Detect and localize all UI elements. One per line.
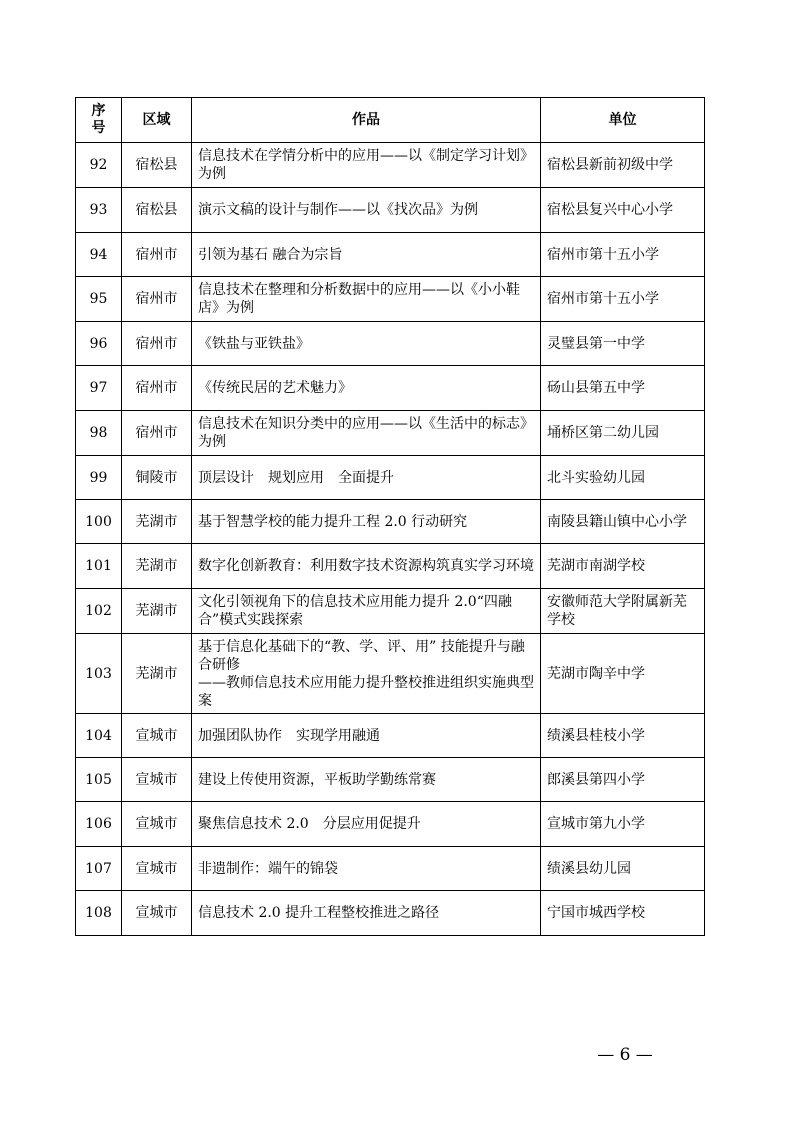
cell-work-title: 聚焦信息技术 2.0 分层应用促提升 (192, 802, 541, 847)
cell-region: 宿州市 (122, 277, 192, 322)
cell-region: 芜湖市 (122, 500, 192, 544)
cell-region: 芜湖市 (122, 589, 192, 634)
cell-region: 芜湖市 (122, 544, 192, 589)
cell-serial-number: 103 (76, 634, 122, 714)
cell-region: 宣城市 (122, 891, 192, 936)
cell-work-title: 信息技术 2.0 提升工程整校推进之路径 (192, 891, 541, 936)
cell-serial-number: 107 (76, 847, 122, 891)
table-row (76, 366, 705, 411)
cell-unit: 南陵县籍山镇中心小学 (541, 500, 705, 544)
cell-serial-number: 100 (76, 500, 122, 544)
cell-unit: 灵璧县第一中学 (541, 322, 705, 366)
cell-unit: 芜湖市南湖学校 (541, 544, 705, 589)
cell-region: 宣城市 (122, 802, 192, 847)
cell-unit: 宁国市城西学校 (541, 891, 705, 936)
cell-serial-number: 93 (76, 188, 122, 233)
cell-region: 宿松县 (122, 188, 192, 233)
cell-serial-number: 105 (76, 758, 122, 802)
cell-work-title: 文化引领视角下的信息技术应用能力提升 2.0“四融合”模式实践探索 (192, 589, 541, 634)
cell-unit: 绩溪县幼儿园 (541, 847, 705, 891)
cell-work-title: 非遗制作：端午的锦袋 (192, 847, 541, 891)
cell-region: 宣城市 (122, 758, 192, 802)
cell-work-title: 信息技术在学情分析中的应用——以《制定学习计划》为例 (192, 143, 541, 188)
table-row (76, 891, 705, 936)
cell-work-title: 信息技术在整理和分析数据中的应用——以《小小鞋店》为例 (192, 277, 541, 322)
table-row (76, 411, 705, 456)
table-row (76, 847, 705, 891)
cell-work-title: 引领为基石 融合为宗旨 (192, 233, 541, 277)
table-row (76, 277, 705, 322)
cell-work-title: 《传统民居的艺术魅力》 (192, 366, 541, 411)
award-list-table (75, 97, 705, 936)
cell-unit: 宿州市第十五小学 (541, 233, 705, 277)
table-row (76, 500, 705, 544)
cell-unit: 郎溪县第四小学 (541, 758, 705, 802)
table-row (76, 322, 705, 366)
cell-region: 宿州市 (122, 411, 192, 456)
cell-serial-number: 102 (76, 589, 122, 634)
cell-serial-number: 98 (76, 411, 122, 456)
cell-region: 宿州市 (122, 233, 192, 277)
cell-region: 宣城市 (122, 714, 192, 758)
cell-work-title: 建设上传使用资源，平板助学勤练常赛 (192, 758, 541, 802)
cell-region: 铜陵市 (122, 456, 192, 500)
table-row (76, 143, 705, 188)
cell-serial-number: 96 (76, 322, 122, 366)
cell-unit: 芜湖市陶辛中学 (541, 634, 705, 714)
cell-work-title: 顶层设计 规划应用 全面提升 (192, 456, 541, 500)
cell-work-title: 演示文稿的设计与制作——以《找次品》为例 (192, 188, 541, 233)
cell-region: 宣城市 (122, 847, 192, 891)
cell-serial-number: 95 (76, 277, 122, 322)
cell-serial-number: 97 (76, 366, 122, 411)
table-row (76, 802, 705, 847)
header-region: 区域 (122, 98, 192, 143)
cell-unit: 绩溪县桂枝小学 (541, 714, 705, 758)
cell-unit: 埇桥区第二幼儿园 (541, 411, 705, 456)
cell-unit: 宿松县新前初级中学 (541, 143, 705, 188)
table-row (76, 589, 705, 634)
cell-work-title: 信息技术在知识分类中的应用——以《生活中的标志》为例 (192, 411, 541, 456)
cell-unit: 北斗实验幼儿园 (541, 456, 705, 500)
table-row (76, 544, 705, 589)
cell-region: 宿州市 (122, 366, 192, 411)
cell-serial-number: 99 (76, 456, 122, 500)
table-row (76, 456, 705, 500)
cell-region: 宿州市 (122, 322, 192, 366)
cell-serial-number: 101 (76, 544, 122, 589)
table-header-row (76, 98, 705, 143)
cell-work-title: 加强团队协作 实现学用融通 (192, 714, 541, 758)
cell-region: 宿松县 (122, 143, 192, 188)
cell-unit: 砀山县第五中学 (541, 366, 705, 411)
table-row (76, 714, 705, 758)
table-row (76, 634, 705, 714)
cell-unit: 宣城市第九小学 (541, 802, 705, 847)
table-row (76, 758, 705, 802)
cell-region: 芜湖市 (122, 634, 192, 714)
cell-serial-number: 106 (76, 802, 122, 847)
cell-work-title: 数字化创新教育：利用数字技术资源构筑真实学习环境 (192, 544, 541, 589)
cell-unit: 宿州市第十五小学 (541, 277, 705, 322)
table-row (76, 233, 705, 277)
header-serial-number: 序 号 (76, 98, 122, 143)
cell-work-title (192, 634, 541, 714)
cell-serial-number: 108 (76, 891, 122, 936)
cell-work-title: 《铁盐与亚铁盐》 (192, 322, 541, 366)
table-row (76, 188, 705, 233)
page-number: — 6 — (597, 1045, 653, 1065)
cell-unit: 安徽师范大学附属新芜学校 (541, 589, 705, 634)
work-title-line: 基于信息化基础下的“教、学、评、用” 技能提升与融合研修 (198, 638, 525, 673)
header-work: 作品 (192, 98, 541, 143)
header-unit: 单位 (541, 98, 705, 143)
cell-serial-number: 94 (76, 233, 122, 277)
cell-serial-number: 92 (76, 143, 122, 188)
work-title-line: ——教师信息技术应用能力提升整校推进组织实施典型案 (198, 674, 534, 709)
cell-work-title: 基于智慧学校的能力提升工程 2.0 行动研究 (192, 500, 541, 544)
cell-unit: 宿松县复兴中心小学 (541, 188, 705, 233)
cell-serial-number: 104 (76, 714, 122, 758)
